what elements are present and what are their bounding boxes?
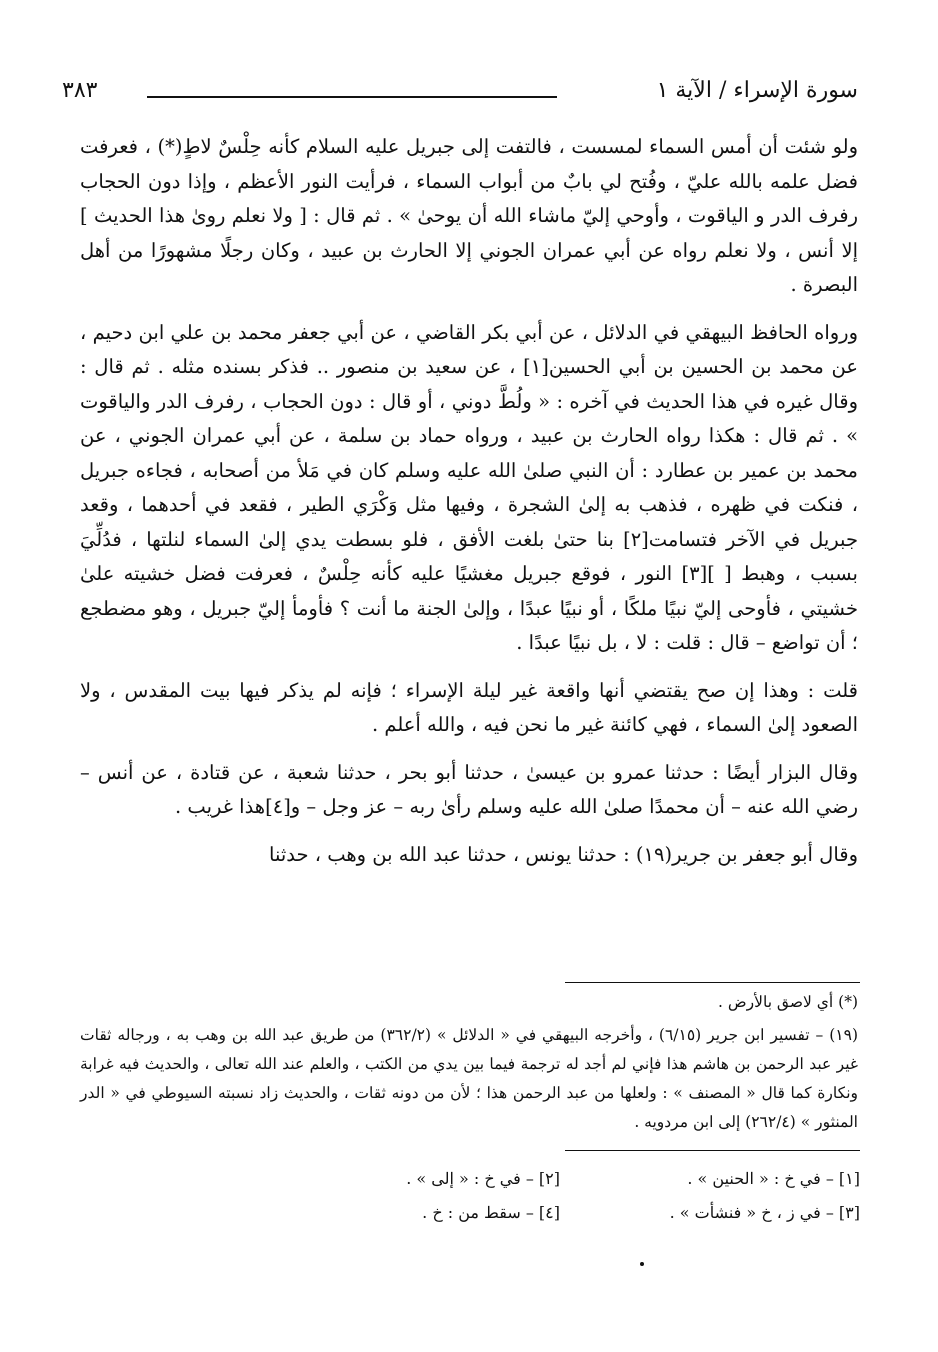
- paragraph: قلت : وهذا إن صح يقتضي أنها واقعة غير ليلة الإسراء ؛ فإنه لم يذكر فيها بيت المقدس ، ولا الصعود إلىٰ السماء ، فهي كائنة غير ما نحن فيه ، والله أعلم .: [80, 678, 858, 736]
- page-number: ٣٨٣: [62, 78, 98, 103]
- surah-title: سورة الإسراء / الآية ١: [656, 78, 858, 103]
- variant-note: [٢] – في خ : « إلى » .: [406, 1169, 560, 1188]
- main-text: [80, 130, 858, 885]
- variant-note: [٤] – سقط من : خ .: [422, 1203, 560, 1222]
- paragraph: وقال أبو جعفر بن جرير(١٩) : حدثنا يونس ، حدثنا عبد الله بن وهب ، حدثنا: [269, 842, 858, 866]
- paragraph: ورواه الحافظ البيهقي في الدلائل ، عن أبي بكر القاضي ، عن أبي جعفر محمد بن علي ابن دحيم ، عن محمد بن الحسين بن أبي الحسين[١] ، عن سعيد بن منصور .. فذكر بسنده مثله . ثم قال : وقال غيره في هذا الحديث في آخره : « ولُطَّ دوني ، أو قال : دون الحجاب ، رفرف الدر والياقوت » . ثم قال : هكذا رواه الحارث بن عبيد ، ورواه حماد بن سلمة ، عن أبي عمران الجوني ، عن محمد بن عمير بن عطارد : أن النبي صلىٰ الله عليه وسلم كان في مَلأ من أصحابه ، فجاءه جبريل ، فنكت في ظهره ، فذهب به إلىٰ الشجرة ، وفيها مثل وَكْرَي الطير ، فقعد في أحدهما ، وقعد جبريل في الآخر فتسامت[٢] بنا حتىٰ بلغت الأفق ، فلو بسطت يدي إلىٰ السماء لنلتها ، فدُلِّيَ بسبب ، وهبط [ ][٣] النور ، فوقع جبريل مغشيًا عليه كأنه حِلْسٌ ، فعرفت فضل خشيته علىٰ خشيتي ، فأوحى إليّ نبيًا ملكًا ، أو نبيًا عبدًا ، وإلىٰ الجنة ما أنت ؟ فأومأ إليّ جبريل ، وهو مضطجع ؛ أن تواضع – قال : قلت : لا ، بل نبيًا عبدًا .: [80, 320, 859, 654]
- variants-separator: [565, 1150, 860, 1151]
- footnote-separator: [565, 982, 860, 983]
- paragraph: وقال البزار أيضًا : حدثنا عمرو بن عيسىٰ ، حدثنا أبو بحر ، حدثنا شعبة ، عن قتادة ، عن أنس – رضي الله عنه – أن محمدًا صلىٰ الله عليه وسلم رأىٰ ربه – عز وجل – و[٤]هذا غريب .: [80, 760, 858, 818]
- header-rule: [147, 96, 557, 98]
- variant-note: [١] – في خ : « الحنين » .: [687, 1169, 860, 1188]
- footnote: (١٩) – تفسير ابن جرير (٦/١٥) ، وأخرجه البيهقي في « الدلائل » (٣٦٢/٢) من طريق عبد الله بن وهب به ، ورجاله ثقات غير عبد الرحمن بن هاشم هذا فإني لم أجد له ترجمة فيما بين يدي من الكتب ، والعلم عند الله تعالى ، والحديث فيه غرابة ونكارة كما قال « المصنف » : ولعلها من عبد الرحمن هذا ؛ لأن من دونه ثقات ، والحديث زاد نسبته السيوطي في « الدر المنثور » (٢٦٢/٤) إلى ابن مردويه .: [80, 1026, 858, 1131]
- paragraph: ولو شئت أن أمس السماء لمسست ، فالتفت إلى جبريل عليه السلام كأنه حِلْسٌ لاطٍ(*) ، فعرفت فضل علمه بالله عليّ ، وفُتح لي بابٌ من أبواب السماء ، فرأيت النور الأعظم ، وإذا دون الحجاب رفرف الدر و الياقوت ، وأوحي إليّ ماشاء الله أن يوحىٰ » . ثم قال : [ ولا نعلم روىٰ هذا الحديث ] إلا أنس ، ولا نعلم رواه عن أبي عمران الجوني إلا الحارث بن عبيد ، وكان رجلًا مشهورًا من أهل البصرة .: [80, 135, 858, 296]
- variant-note: [٣] – في ز ، خ « فنشأت » .: [669, 1203, 860, 1222]
- page-header: [62, 78, 858, 118]
- page-mark-dot: [640, 1262, 644, 1266]
- footnote: (*) أي لاصق بالأرض .: [718, 993, 858, 1011]
- footnotes: [80, 988, 858, 1141]
